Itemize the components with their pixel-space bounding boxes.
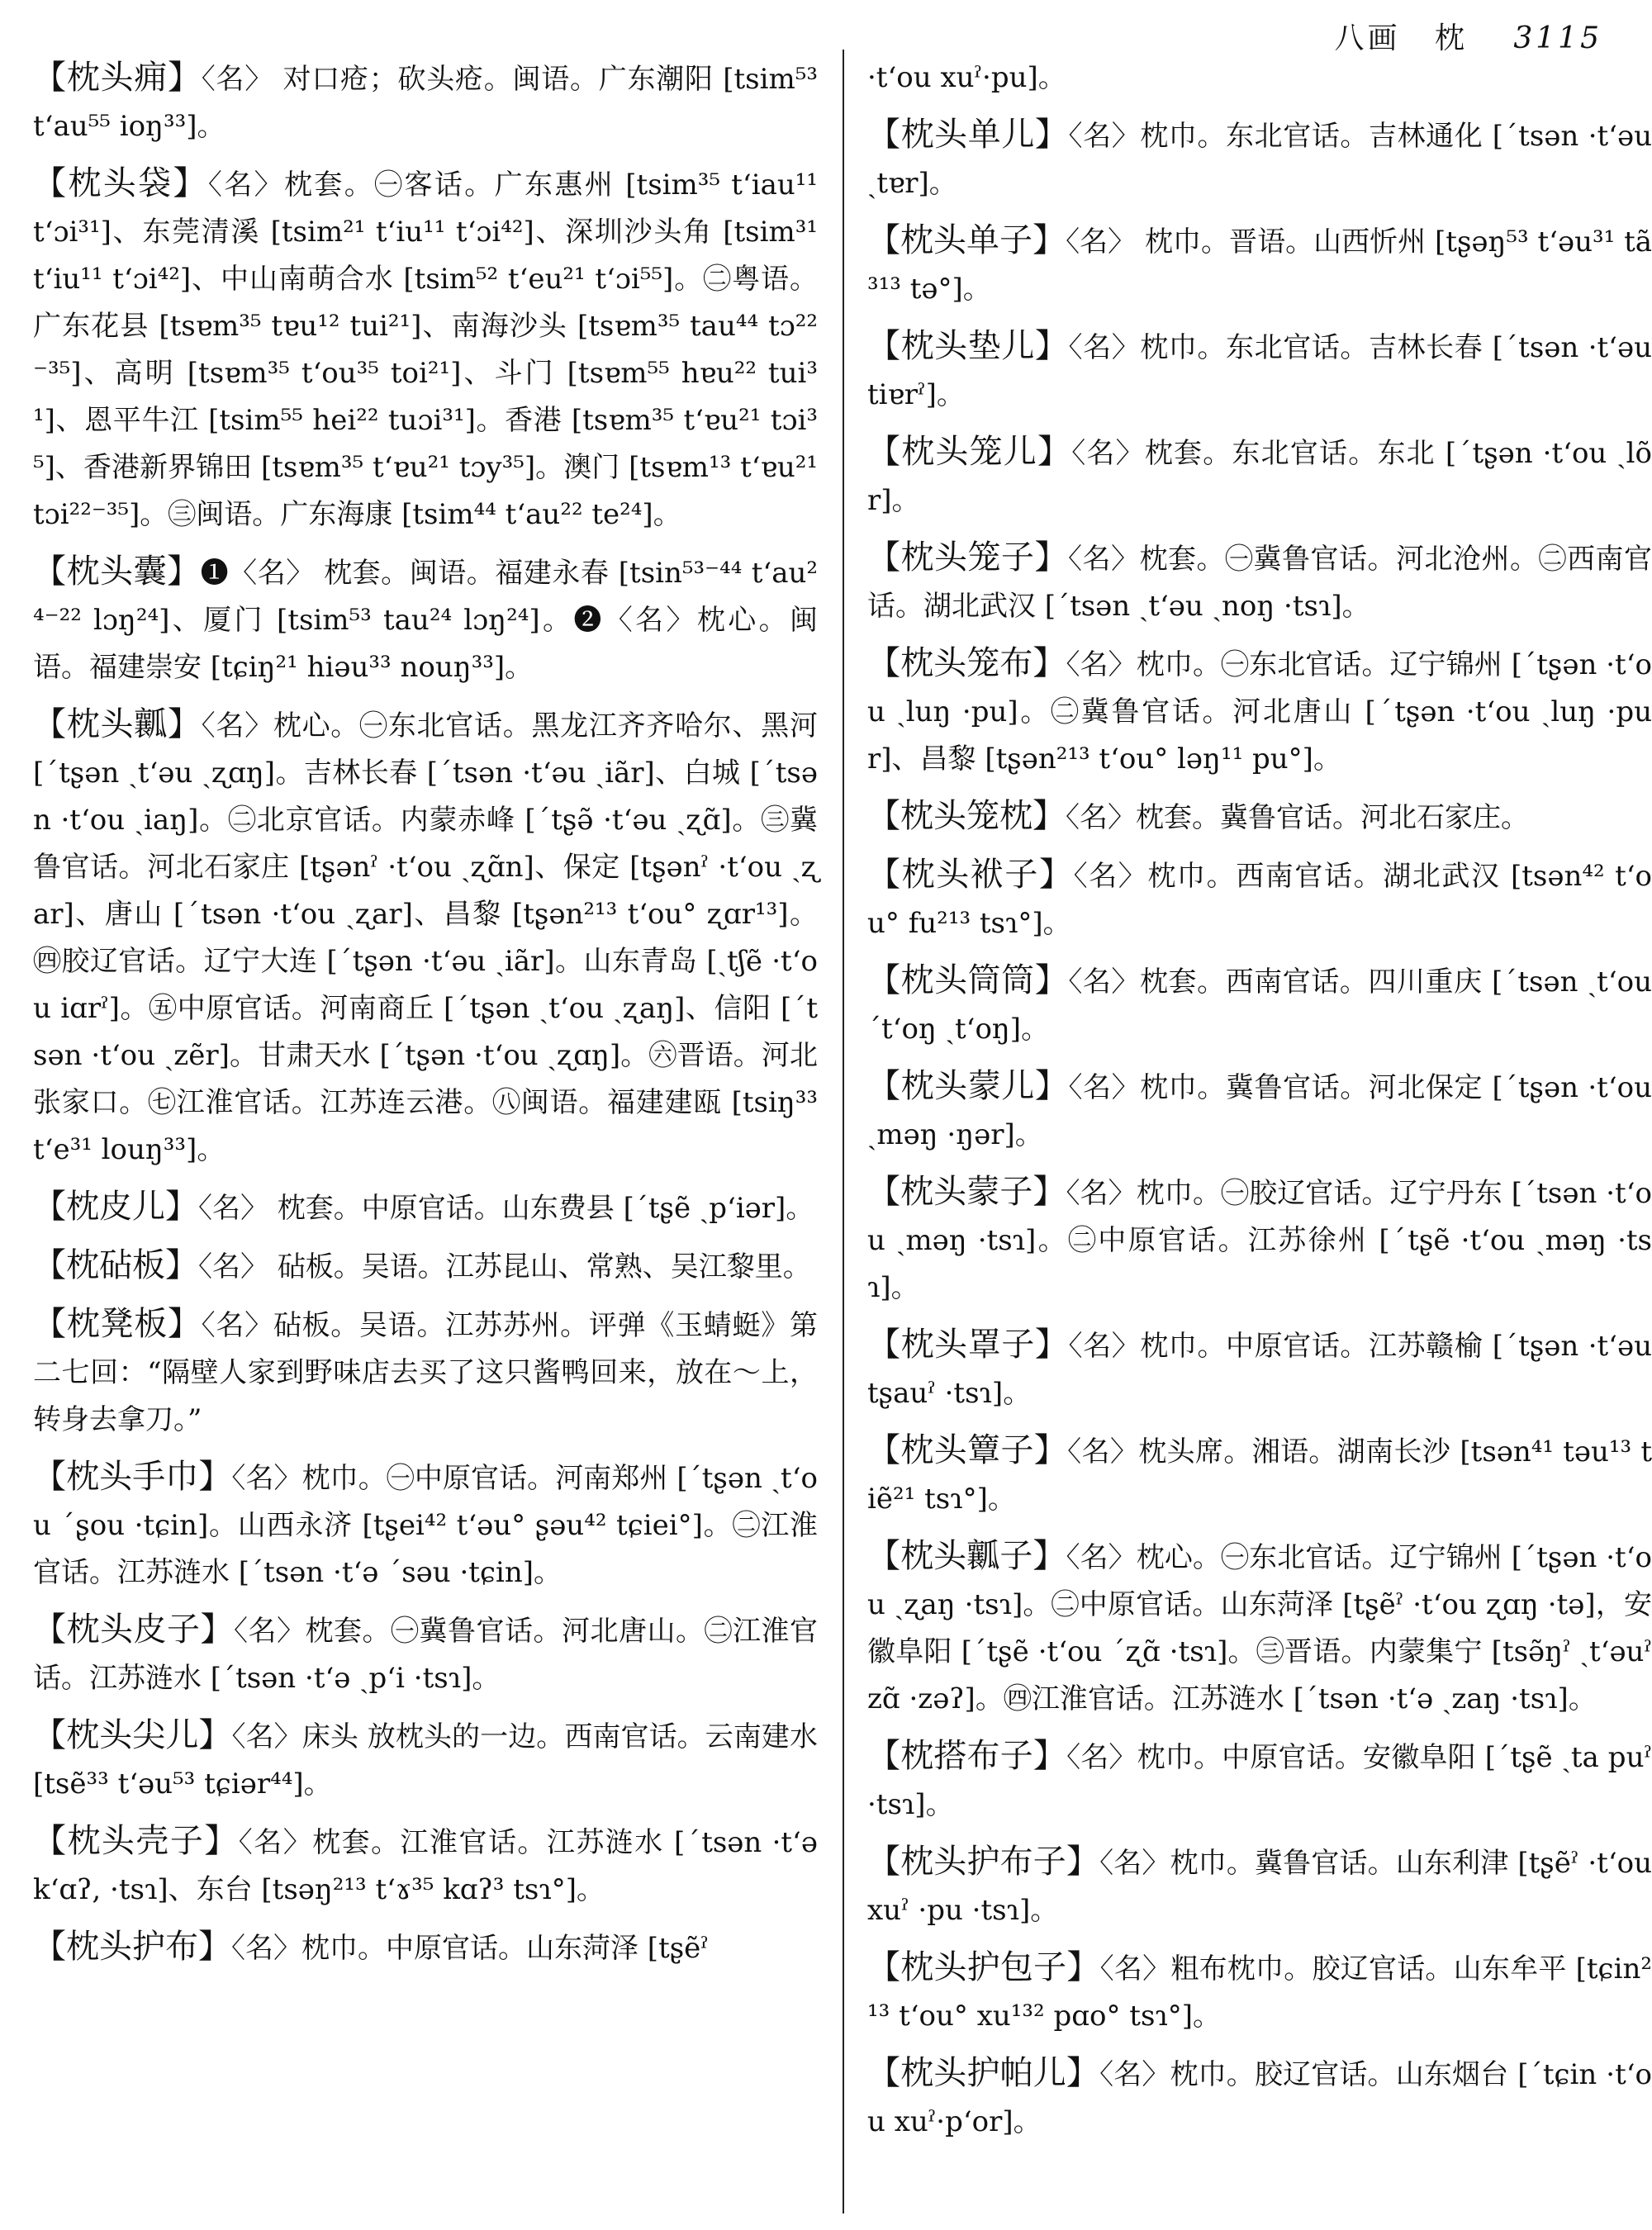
dictionary-entry [867,1321,1652,1417]
entry-headword: 【枕头护布】 [33,1928,231,1966]
entry-definition: 〈名〉 枕套。中原官话。山东费县 [ˊtʂẽ ˏp‘iər]。 [198,1192,814,1225]
entry-definition: 〈名〉枕巾。东北官话。吉林通化 [ˊtsən ·t‘əu ˏtɐr]。 [867,120,1652,200]
entry-definition: 〈名〉粗布枕巾。胶辽官话。山东牟平 [tɕin²¹³ t‘ou° xu¹³² pɑo° tsɿ°]。 [867,1952,1652,2033]
page-number: 3115 [1513,21,1602,55]
entry-headword: 【枕头手巾】 [33,1458,232,1496]
dictionary-entry [33,1454,818,1597]
right-column [867,55,1652,2156]
entry-definition: 〈名〉床头 放枕头的一边。西南官话。云南建水 [tsẽ³³ t‘əu⁵³ tɕiər⁴⁴]。 [33,1720,819,1801]
entry-definition: 〈名〉枕巾。中原官话。山东菏泽 [tʂẽˀ [231,1932,709,1965]
entry-definition: 〈名〉枕巾。冀鲁官话。河北保定 [ˊtʂən ·t‘ou ˏməŋ ·ŋər]。 [867,1071,1652,1151]
dictionary-entry [867,1944,1652,2040]
entry-definition: 〈名〉枕巾。中原官话。安徽阜阳 [ˊtʂẽ ˏta puˀ ·tsɿ]。 [867,1741,1652,1821]
entry-headword: 【枕头尖儿】 [33,1716,232,1754]
entry-definition: ·t‘ou xuˀ·pu]。 [867,61,1066,94]
entry-headword: 【枕头筒筒】 [867,961,1069,999]
entry-headword: 【枕搭布子】 [867,1737,1067,1775]
dictionary-entry [867,793,1652,842]
entry-headword: 【枕头袋】 [33,164,208,202]
section-label: 八画 [1334,21,1401,55]
dictionary-entry [867,1733,1652,1829]
dictionary-entry [33,1606,818,1702]
entry-headword: 【枕头蒙儿】 [867,1067,1069,1105]
entry-headword: 【枕头囊】 [33,553,201,591]
entry-definition: 〈名〉枕巾。胶辽官话。山东烟台 [ˊtɕin ·t‘ou xuˀ·p‘or]。 [867,2058,1652,2138]
dictionary-entry [867,112,1652,207]
entry-headword: 【枕砧板】 [33,1246,198,1284]
entry-headword: 【枕头袱子】 [867,856,1074,894]
dictionary-entry [867,1839,1652,1934]
entry-headword: 【枕头笼布】 [867,644,1066,682]
dictionary-entry [33,548,818,691]
dictionary-entry [867,640,1652,783]
entry-headword: 【枕头瓤】 [33,705,202,743]
left-column [33,55,818,1982]
entry-headword: 【枕凳板】 [33,1305,202,1343]
entry-headword: 【枕头笼子】 [867,539,1068,576]
entry-headword: 【枕皮儿】 [33,1188,198,1226]
dictionary-entry [33,1184,818,1232]
entry-headword: 【枕头单儿】 [867,116,1069,154]
entry-headword: 【枕头笼枕】 [867,797,1066,835]
dictionary-entry [33,160,818,539]
entry-headword: 【枕头单子】 [867,221,1066,259]
entry-definition: 〈名〉 枕巾。晋语。山西忻州 [tʂəŋ⁵³ t‘əu³¹ tã³¹³ tə°]。 [867,225,1652,306]
entry-definition: 〈名〉砧板。吴语。江苏苏州。评弹《玉蜻蜓》第二七回：“隔壁人家到野味店去买了这只酱鸭回来，放在～上，转身去拿刀。” [33,1309,819,1436]
dictionary-entry [867,1427,1652,1523]
dictionary-entry [867,429,1652,524]
dictionary-entry [867,217,1652,313]
dictionary-entry [867,1533,1652,1723]
entry-definition: 〈名〉 对口疮；砍头疮。闽语。广东潮阳 [tsim⁵³ t‘au⁵⁵ ioŋ³³]。 [33,63,818,143]
dictionary-entry [867,1169,1652,1312]
entry-definition: 〈名〉枕巾。冀鲁官话。山东利津 [tʂẽˀ ·t‘ou xuˀ ·pu ·tsɿ]。 [867,1847,1652,1927]
entry-definition: 〈名〉枕巾。东北官话。吉林长春 [ˊtsən ·t‘əu tiɐrˀ]。 [867,331,1652,411]
entry-headword: 【枕头护包子】 [867,1948,1100,1986]
entry-headword: 【枕头壳子】 [33,1822,239,1860]
entry-definition: 〈名〉枕巾。中原官话。江苏赣榆 [ˊtʂən ·t‘əu tʂauˀ ·tsɿ]。 [867,1330,1652,1410]
dictionary-entry [33,1924,818,1972]
entry-headword: 【枕头簟子】 [867,1431,1068,1469]
entry-definition: ❶〈名〉 枕套。闽语。福建永春 [tsin⁵³⁻⁴⁴ t‘au²⁴⁻²² lɔŋ²⁴]、厦门 [tsim⁵³ tau²⁴ lɔŋ²⁴]。❷〈名〉枕心。闽语。福建崇安 [tɕiŋ²¹ hiəu³³ nouŋ³³]。 [33,557,818,684]
entry-definition: 〈名〉枕套。东北官话。东北 [ˊtʂən ·t‘ou ˏlõr]。 [867,437,1652,517]
entry-definition: 〈名〉枕头席。湘语。湖南长沙 [tsən⁴¹ təu¹³ tiẽ²¹ tsɿ°]。 [867,1435,1652,1516]
entry-definition: 〈名〉枕套。㊀冀鲁官话。河北沧州。㊁西南官话。湖北武汉 [ˊtsən ˏt‘əu ˏnoŋ ·tsɿ]。 [867,543,1652,623]
dictionary-entry [867,852,1652,947]
entry-headword: 【枕头瓤子】 [867,1537,1066,1575]
entry-definition: 〈名〉枕巾。㊀中原官话。河南郑州 [ˊtʂən ˏt‘ou ˊʂou ·tɕin]。山西永济 [tʂei⁴² t‘əu° ʂəu⁴² tɕiei°]。㊁江淮官话。江苏涟水 [ˊtsən ·t‘ə ˊsəu ·tɕin]。 [33,1462,818,1589]
entry-headword: 【枕头痈】 [33,59,202,97]
entry-definition: 〈名〉枕巾。西南官话。湖北武汉 [tsən⁴² t‘ou° fu²¹³ tsɿ°]。 [867,860,1652,940]
entry-headword: 【枕头护帕儿】 [867,2054,1100,2092]
dictionary-entry [33,55,818,150]
dictionary-entry [867,55,1652,102]
entry-definition: 〈名〉枕套。西南官话。四川重庆 [ˊtsən ˏt‘ou ˊt‘oŋ ˏt‘oŋ]。 [867,966,1652,1046]
dictionary-entry [867,534,1652,630]
dictionary-entry [33,1301,818,1444]
page-header [1334,15,1602,57]
entry-definition: 〈名〉枕心。㊀东北官话。黑龙江齐齐哈尔、黑河 [ˊtʂən ˏt‘əu ˏʐɑŋ]。吉林长春 [ˊtsən ·t‘əu ˏiãr]、白城 [ˊtsən ·t‘ou ˏiaŋ]。㊁北京官话。内蒙赤峰 [ˊtʂə̃ ·t‘əu ˏʐɑ̃]。㊂冀鲁官话。河北石家庄 [tʂənˀ ·t‘ou ˏʐɑ̃n]、保定 [tʂənˀ ·t‘ou ˏʐar]、唐山 [ˊtsən ·t‘ou ˏʐar]、昌黎 [tʂən²¹³ t‘ou° ʐɑr¹³]。㊃胶辽官话。辽宁大连 [ˊtʂən ·t‘əu ˏiãr]。山东青岛 [ˏtʃẽ ·t‘ou iɑrˀ]。㊄中原官话。河南商丘 [ˊtʂən ˏt‘ou ˏʐaŋ]、信阳 [ˊtsən ·t‘ou ˏzẽr]。甘肃天水 [ˊtʂən ·t‘ou ˏʐɑŋ]。㊅晋语。河北张家口。㊆江淮官话。江苏连云港。㊇闽语。福建建瓯 [tsiŋ³³ t‘e³¹ louŋ³³]。 [33,709,819,1166]
dictionary-entry [867,957,1652,1053]
entry-headword: 【枕头垫儿】 [867,327,1069,365]
column-divider [843,50,844,2213]
entry-definition: 〈名〉枕套。㊀冀鲁官话。河北唐山。㊁江淮官话。江苏涟水 [ˊtsən ·t‘ə ˏp‘i ·tsɿ]。 [33,1615,818,1695]
dictionary-entry [867,323,1652,419]
dictionary-entry [33,1712,818,1808]
head-character: 枕 [1434,21,1468,55]
entry-headword: 【枕头皮子】 [33,1611,234,1649]
entry-definition: 〈名〉枕套。㊀客话。广东惠州 [tsim³⁵ t‘iau¹¹ t‘ɔi³¹]、东莞清溪 [tsim²¹ t‘iu¹¹ t‘ɔi⁴²]、深圳沙头角 [tsim³¹ t‘iu¹¹ t‘ɔi⁴²]、中山南萌合水 [tsim⁵² t‘eu²¹ t‘ɔi⁵⁵]。㊁粤语。广东花县 [tsɐm³⁵ tɐu¹² tui²¹]、南海沙头 [tsɐm³⁵ tau⁴⁴ tɔ²²⁻³⁵]、高明 [tsɐm³⁵ t‘ou³⁵ toi²¹]、斗门 [tsɐm⁵⁵ hɐu²² tui³¹]、恩平牛江 [tsim⁵⁵ hei²² tuɔi³¹]。香港 [tsɐm³⁵ t‘ɐu²¹ tɔi³⁵]、香港新界锦田 [tsɐm³⁵ t‘ɐu²¹ tɔy³⁵]。澳门 [tsɐm¹³ t‘ɐu²¹ tɔi²²⁻³⁵]。㊂闽语。广东海康 [tsim⁴⁴ t‘au²² te²⁴]。 [33,168,818,531]
dictionary-entry [33,1818,818,1914]
entry-definition: 〈名〉枕心。㊀东北官话。辽宁锦州 [ˊtʂən ·t‘ou ˏʐaŋ ·tsɿ]。㊁中原官话。山东菏泽 [tʂẽˀ ·t‘ou ʐɑŋ ·tə]，安徽阜阳 [ˊtʂẽ ·t‘ou ˊʐɑ̃ ·tsɿ]。㊂晋语。内蒙集宁 [tsə̃ŋˀ ˏt‘əuˀ zɑ̃ ·zəʔ]。㊃江淮官话。江苏涟水 [ˊtsən ·t‘ə ˏzaŋ ·tsɿ]。 [867,1541,1652,1715]
dictionary-entry [33,701,818,1174]
entry-definition: 〈名〉枕巾。㊀东北官话。辽宁锦州 [ˊtʂən ·t‘ou ˏluŋ ·pu]。㊁冀鲁官话。河北唐山 [ˊtʂən ·t‘ou ˏluŋ ·pur]、昌黎 [tʂən²¹³ t‘ou° ləŋ¹¹ pu°]。 [867,648,1652,776]
dictionary-entry [867,2050,1652,2146]
entry-definition: 〈名〉枕巾。㊀胶辽官话。辽宁丹东 [ˊtsən ·t‘ou ˏməŋ ·tsɿ]。㊁中原官话。江苏徐州 [ˊtʂẽ ·t‘ou ˏməŋ ·tsɿ]。 [867,1177,1652,1304]
entry-headword: 【枕头罩子】 [867,1326,1069,1364]
entry-definition: 〈名〉 砧板。吴语。江苏昆山、常熟、吴江黎里。 [198,1250,811,1283]
entry-headword: 【枕头护布子】 [867,1843,1100,1881]
entry-headword: 【枕头蒙子】 [867,1173,1066,1211]
entry-definition: 〈名〉枕套。冀鲁官话。河北石家庄。 [1066,801,1529,834]
dictionary-entry [33,1242,818,1291]
entry-headword: 【枕头笼儿】 [867,433,1072,471]
dictionary-entry [867,1063,1652,1159]
entry-definition: 〈名〉枕套。江淮官话。江苏涟水 [ˊtsən ·t‘ə k‘ɑʔ, ·tsɿ]、东台 [tsəŋ²¹³ t‘ɤ³⁵ kɑʔ³ tsɿ°]。 [33,1826,818,1906]
